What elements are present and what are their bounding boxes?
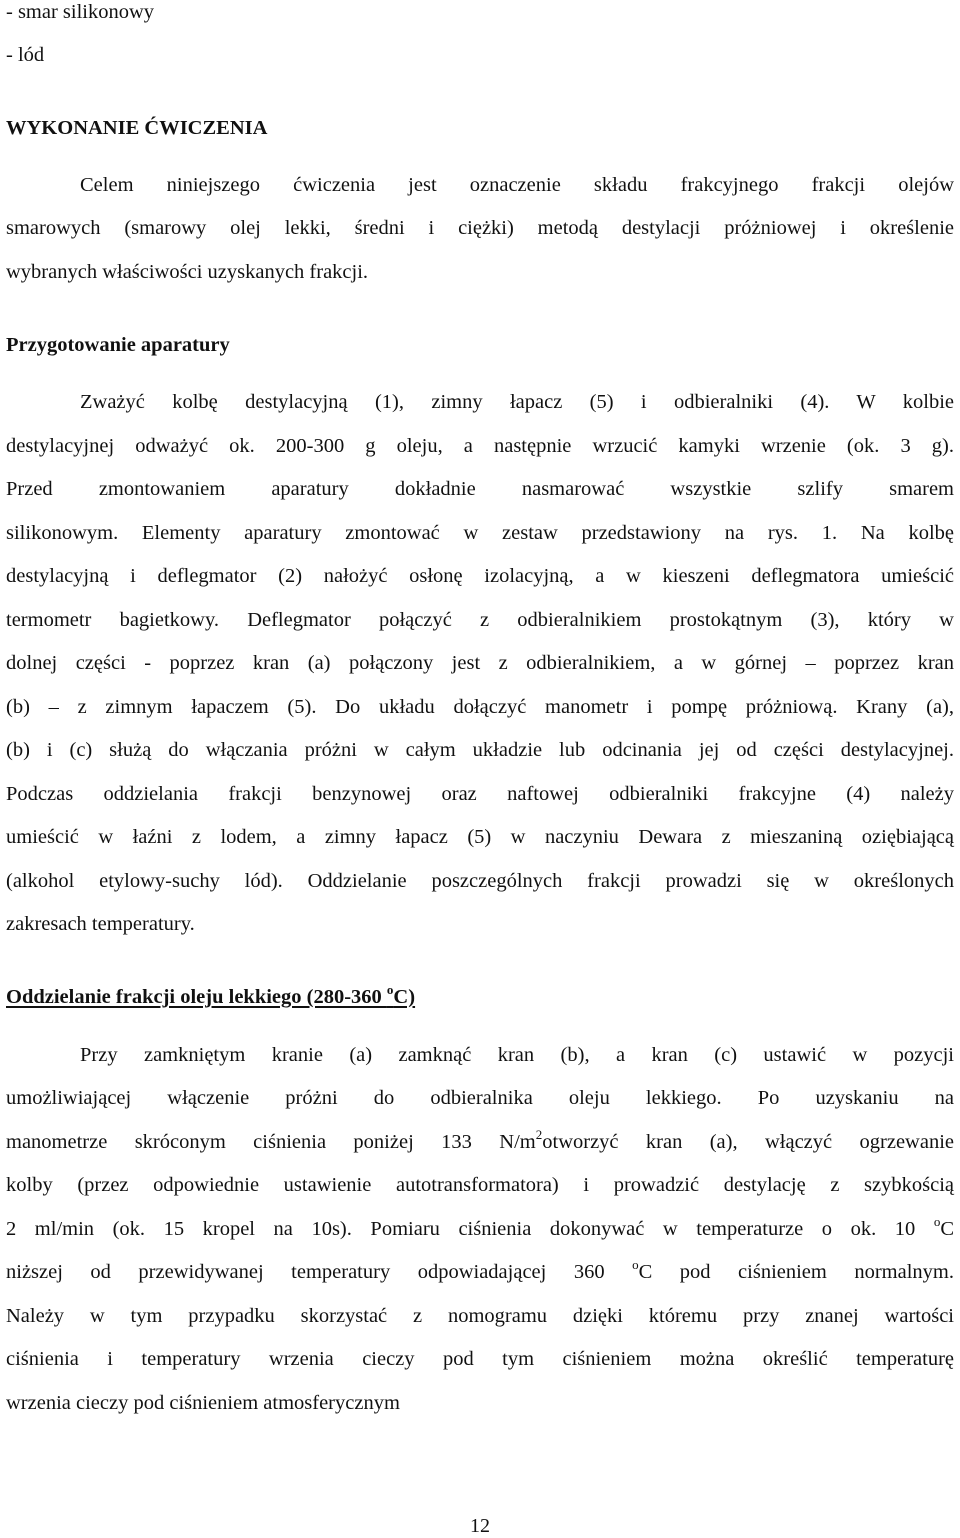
- apparatus-line-10: Podczas oddzielania frakcji benzynowej oraz naftowej odbieralniki frakcyjne (4) należy: [6, 783, 954, 805]
- apparatus-line-5: destylacyjną i deflegmator (2) nałożyć osłonę izolacyjną, a w kieszeni deflegmatora umieścić: [6, 565, 954, 587]
- subheading-apparatus: Przygotowanie aparatury: [6, 334, 230, 356]
- apparatus-line-1: Zważyć kolbę destylacyjną (1), zimny łapacz (5) i odbieralniki (4). W kolbie: [80, 391, 954, 413]
- intro-line-1: Celem niniejszego ćwiczenia jest oznaczenie składu frakcyjnego frakcji olejów: [80, 174, 954, 196]
- degree-symbol: o: [632, 1257, 639, 1273]
- light-oil-line-6-b: C pod ciśnieniem normalnym.: [638, 1261, 954, 1283]
- light-oil-line-6: [6, 1257, 954, 1284]
- light-oil-line-8: ciśnienia i temperatury wrzenia cieczy pod tym ciśnieniem można określić temperaturę: [6, 1348, 954, 1370]
- light-oil-line-3: [6, 1127, 954, 1154]
- intro-line-2: smarowych (smarowy olej lekki, średni i ciężki) metodą destylacji próżniowej i określenie: [6, 217, 954, 239]
- subheading-light-oil-unit: C): [393, 986, 416, 1008]
- light-oil-line-5: [6, 1214, 954, 1241]
- degree-symbol: o: [386, 982, 394, 998]
- section-heading: WYKONANIE ĆWICZENIA: [6, 117, 268, 139]
- light-oil-line-6-a: niższej od przewidywanej temperatury odpowiadającej 360: [6, 1261, 633, 1283]
- light-oil-line-1: Przy zamkniętym kranie (a) zamknąć kran (b), a kran (c) ustawić w pozycji: [80, 1044, 954, 1066]
- apparatus-line-12: (alkohol etylowy-suchy lód). Oddzielanie poszczególnych frakcji prowadzi się w określonych: [6, 870, 954, 892]
- light-oil-line-5-a: 2 ml/min (ok. 15 kropel na 10s). Pomiaru ciśnienia dokonywać w temperaturze o ok. 10: [6, 1218, 934, 1240]
- page-number: 12: [470, 1515, 490, 1537]
- light-oil-line-3-a: manometrze skróconym ciśnienia poniżej 133 N/m: [6, 1131, 536, 1153]
- light-oil-line-9: wrzenia cieczy pod ciśnieniem atmosferycznym: [6, 1392, 400, 1414]
- apparatus-line-6: termometr bagietkowy. Deflegmator połączyć z odbieralnikiem prostokątnym (3), który w: [6, 609, 954, 631]
- subheading-light-oil: [6, 982, 416, 1009]
- intro-line-3: wybranych właściwości uzyskanych frakcji.: [6, 261, 369, 283]
- apparatus-line-3: Przed zmontowaniem aparatury dokładnie nasmarować wszystkie szlify smarem: [6, 478, 954, 500]
- apparatus-line-7: dolnej części - poprzez kran (a) połączony jest z odbieralnikiem, a w górnej – poprzez kran: [6, 652, 954, 674]
- exponent-2: 2: [535, 1127, 543, 1143]
- apparatus-line-4: silikonowym. Elementy aparatury zmontować w zestaw przedstawiony na rys. 1. Na kolbę: [6, 522, 954, 544]
- materials-item-ice: - lód: [6, 44, 45, 66]
- light-oil-line-2: umożliwiającej włączenie próżni do odbieralnika oleju lekkiego. Po uzyskaniu na: [6, 1087, 954, 1109]
- apparatus-line-11: umieścić w łaźni z lodem, a zimny łapacz (5) w naczyniu Dewara z mieszaniną oziębiającą: [6, 826, 954, 848]
- light-oil-line-4: kolby (przez odpowiednie ustawienie autotransformatora) i prowadzić destylację z szybkością: [6, 1174, 954, 1196]
- light-oil-line-5-b: C: [940, 1218, 954, 1240]
- degree-symbol: o: [933, 1214, 941, 1230]
- subheading-light-oil-text: Oddzielanie frakcji oleju lekkiego (280-360: [6, 986, 387, 1008]
- apparatus-line-9: (b) i (c) służą do włączania próżni w całym układzie lub odcinania jej od części destylacyjnej.: [6, 739, 954, 761]
- light-oil-line-3-b: otworzyć kran (a), włączyć ogrzewanie: [542, 1131, 954, 1153]
- apparatus-line-2: destylacyjnej odważyć ok. 200-300 g oleju, a następnie wrzucić kamyki wrzenie (ok. 3 g).: [6, 435, 954, 457]
- apparatus-line-8: (b) – z zimnym łapaczem (5). Do układu dołączyć manometr i pompę próżniową. Krany (a),: [6, 696, 954, 718]
- light-oil-line-7: Należy w tym przypadku skorzystać z nomogramu dzięki któremu przy znanej wartości: [6, 1305, 954, 1327]
- materials-item-silicone-grease: - smar silikonowy: [6, 1, 155, 23]
- apparatus-line-13: zakresach temperatury.: [6, 913, 195, 935]
